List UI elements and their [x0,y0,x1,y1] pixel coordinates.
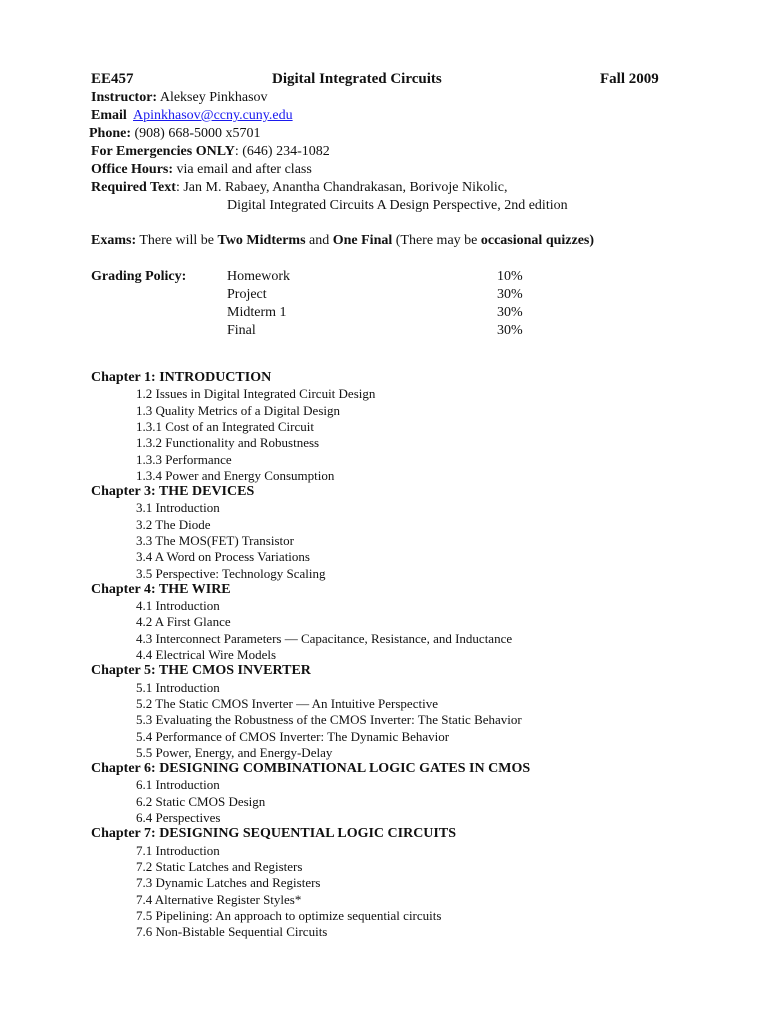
section-item: 3.4 A Word on Process Variations [136,549,310,564]
section-item: 7.6 Non-Bistable Sequential Circuits [136,924,328,939]
phone-label: Phone: [89,126,131,141]
exams-text-1: There will be [136,233,218,248]
section-item: 7.1 Introduction [136,843,220,858]
chapter-title: THE WIRE [155,582,231,597]
chapter-label: Chapter 1: [91,370,156,385]
grading-label: Grading Policy: [91,269,187,284]
section-item: 5.4 Performance of CMOS Inverter: The Dynamic Behavior [136,729,450,744]
grading-item-name: Midterm 1 [227,305,287,320]
chapter-heading [91,663,311,679]
section-item: 6.2 Static CMOS Design [136,794,266,809]
section-item: 5.5 Power, Energy, and Energy-Delay [136,745,333,760]
required-text-label: Required Text [91,180,176,195]
section-item: 1.2 Issues in Digital Integrated Circuit Design [136,386,376,401]
section-item: 7.2 Static Latches and Registers [136,859,303,874]
section-item: 1.3.3 Performance [136,452,232,467]
chapter-label: Chapter 7: [91,826,156,841]
emergency-value: : (646) 234-1082 [234,144,330,159]
phone-line [89,125,261,142]
chapter-title: THE CMOS INVERTER [155,663,311,678]
grading-item-percent: 30% [497,305,523,320]
exams-line [91,232,594,249]
section-item: 7.5 Pipelining: An approach to optimize sequential circuits [136,908,442,923]
chapter-heading [91,370,271,386]
phone-value: (908) 668-5000 x5701 [131,126,261,141]
section-item: 3.5 Perspective: Technology Scaling [136,566,326,581]
exams-text-3: (There may be [392,233,481,248]
section-item: 1.3.1 Cost of an Integrated Circuit [136,419,314,434]
grading-item-name: Homework [227,269,290,284]
instructor-label: Instructor: [91,90,158,105]
required-text-line [91,179,507,196]
exams-label: Exams: [91,233,137,248]
grading-item-name: Project [227,287,267,302]
course-title: Digital Integrated Circuits [272,71,442,87]
grading-item-percent: 10% [497,269,523,284]
section-item: 3.1 Introduction [136,500,220,515]
section-item: 4.4 Electrical Wire Models [136,647,277,662]
section-item: 1.3.4 Power and Energy Consumption [136,468,335,483]
chapter-heading [91,582,231,598]
office-hours-line [91,161,312,178]
exams-final: One Final [332,233,393,248]
chapter-title: DESIGNING COMBINATIONAL LOGIC GATES IN CMOS [155,761,531,776]
section-item: 6.4 Perspectives [136,810,221,825]
chapter-label: Chapter 6: [91,761,156,776]
grading-item-name: Final [227,323,256,338]
required-text-title: Digital Integrated Circuits A Design Perspective, 2nd edition [227,198,568,213]
required-text-authors: : Jan M. Rabaey, Anantha Chandrakasan, Borivoje Nikolic, [175,180,508,195]
emergency-label: For Emergencies ONLY [91,144,235,159]
section-item: 4.2 A First Glance [136,614,231,629]
grading-item-percent: 30% [497,323,523,338]
course-term: Fall 2009 [600,71,659,87]
chapter-label: Chapter 5: [91,663,156,678]
section-item: 6.1 Introduction [136,777,220,792]
chapter-title: THE DEVICES [155,484,255,499]
section-item: 5.3 Evaluating the Robustness of the CMOS Inverter: The Static Behavior [136,712,522,727]
exams-text-2: and [305,233,333,248]
chapter-heading [91,761,530,777]
email-line [91,107,293,124]
section-item: 3.3 The MOS(FET) Transistor [136,533,294,548]
section-item: 5.1 Introduction [136,680,220,695]
chapter-title: DESIGNING SEQUENTIAL LOGIC CIRCUITS [155,826,456,841]
section-item: 4.1 Introduction [136,598,220,613]
course-code: EE457 [91,71,134,87]
chapter-label: Chapter 3: [91,484,156,499]
section-item: 4.3 Interconnect Parameters — Capacitance, Resistance, and Inductance [136,631,513,646]
section-item: 1.3.2 Functionality and Robustness [136,435,320,450]
email-link[interactable]: Apinkhasov@ccny.cuny.edu [133,108,293,123]
section-item: 7.3 Dynamic Latches and Registers [136,875,321,890]
exams-midterms: Two Midterms [217,233,306,248]
email-label: Email [91,108,127,123]
section-item: 5.2 The Static CMOS Inverter — An Intuitive Perspective [136,696,438,711]
exams-quizzes: occasional quizzes) [480,233,595,248]
office-hours-label: Office Hours: [91,162,174,177]
instructor-line [91,89,268,106]
office-hours-value: via email and after class [173,162,312,177]
instructor-name: Aleksey Pinkhasov [157,90,268,105]
chapter-label: Chapter 4: [91,582,156,597]
chapter-title: INTRODUCTION [155,370,272,385]
chapter-heading [91,484,254,500]
emergency-line [91,143,330,160]
chapter-heading [91,826,456,842]
section-item: 7.4 Alternative Register Styles* [136,892,302,907]
grading-item-percent: 30% [497,287,523,302]
section-item: 3.2 The Diode [136,517,211,532]
section-item: 1.3 Quality Metrics of a Digital Design [136,403,340,418]
